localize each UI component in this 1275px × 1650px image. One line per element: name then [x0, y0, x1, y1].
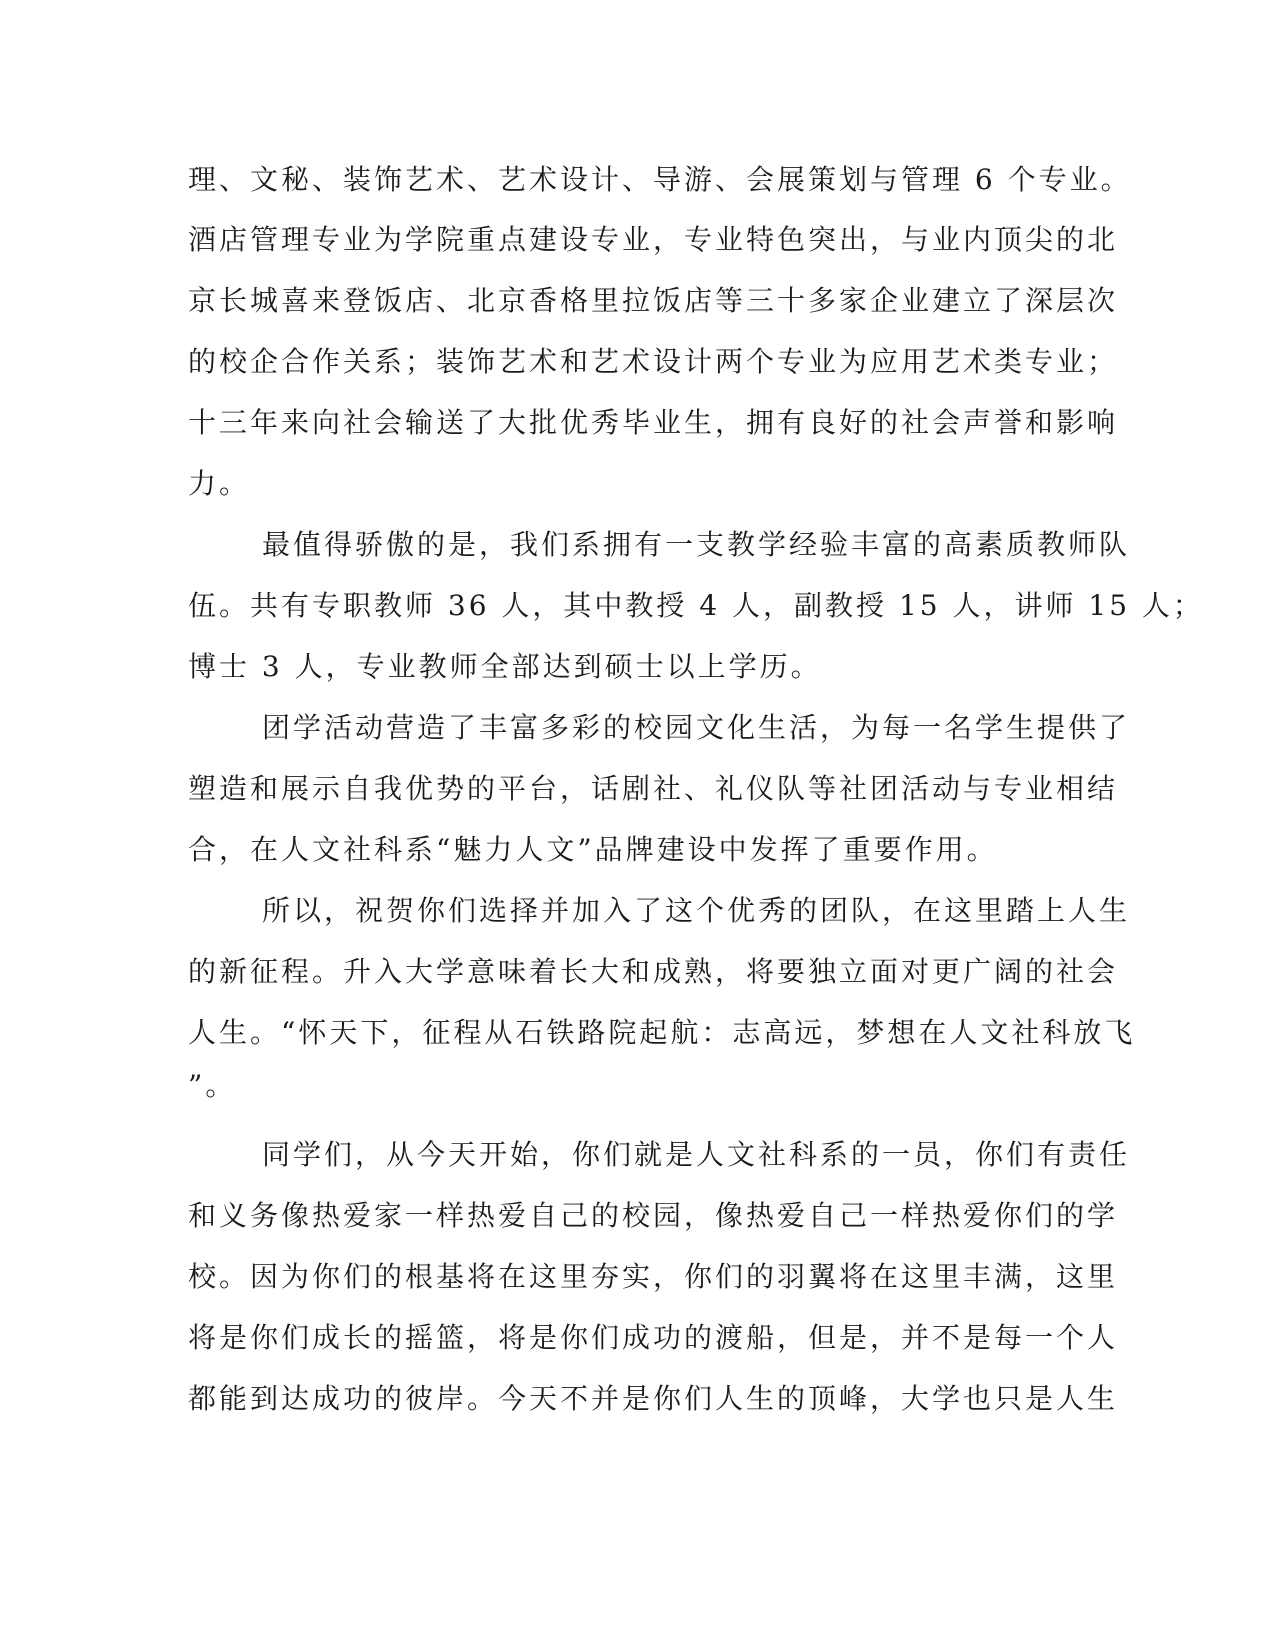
text-line: 都能到达成功的彼岸。今天不并是你们人生的顶峰，大学也只是人生	[188, 1382, 1119, 1415]
text-line: 伍。共有专职教师 36 人，其中教授 4 人，副教授 15 人，讲师 15 人；	[188, 589, 1204, 622]
text-line: 酒店管理专业为学院重点建设专业，专业特色突出，与业内顶尖的北	[188, 223, 1119, 256]
paragraph-first-line: 同学们，从今天开始，你们就是人文社科系的一员，你们有责任	[262, 1138, 1131, 1171]
text-line: 将是你们成长的摇篮，将是你们成功的渡船，但是，并不是每一个人	[188, 1321, 1119, 1354]
text-line: 校。因为你们的根基将在这里夯实，你们的羽翼将在这里丰满，这里	[188, 1260, 1119, 1293]
text-line: 合，在人文社科系“魅力人文”品牌建设中发挥了重要作用。	[188, 833, 998, 866]
text-line: 的新征程。升入大学意味着长大和成熟，将要独立面对更广阔的社会	[188, 955, 1119, 988]
text-line: 十三年来向社会输送了大批优秀毕业生，拥有良好的社会声誉和影响	[188, 406, 1119, 439]
paragraph-first-line: 最值得骄傲的是，我们系拥有一支教学经验丰富的高素质教师队	[262, 528, 1131, 561]
text-line: 理、文秘、装饰艺术、艺术设计、导游、会展策划与管理 6 个专业。	[188, 163, 1132, 196]
text-line: 和义务像热爱家一样热爱自己的校园，像热爱自己一样热爱你们的学	[188, 1199, 1119, 1232]
text-line: 塑造和展示自我优势的平台，话剧社、礼仪队等社团活动与专业相结	[188, 772, 1119, 805]
paragraph-first-line: 团学活动营造了丰富多彩的校园文化生活，为每一名学生提供了	[262, 711, 1131, 744]
text-line: 人生。“怀天下，征程从石铁路院起航：志高远，梦想在人文社科放飞	[188, 1016, 1136, 1049]
text-line: 的校企合作关系；装饰艺术和艺术设计两个专业为应用艺术类专业；	[188, 345, 1119, 378]
text-line: 力。	[188, 467, 251, 500]
paragraph-first-line: 所以，祝贺你们选择并加入了这个优秀的团队，在这里踏上人生	[262, 894, 1131, 927]
text-line: 京长城喜来登饭店、北京香格里拉饭店等三十多家企业建立了深层次	[188, 284, 1119, 317]
text-line: ”。	[188, 1069, 237, 1102]
text-line: 博士 3 人，专业教师全部达到硕士以上学历。	[188, 650, 822, 683]
